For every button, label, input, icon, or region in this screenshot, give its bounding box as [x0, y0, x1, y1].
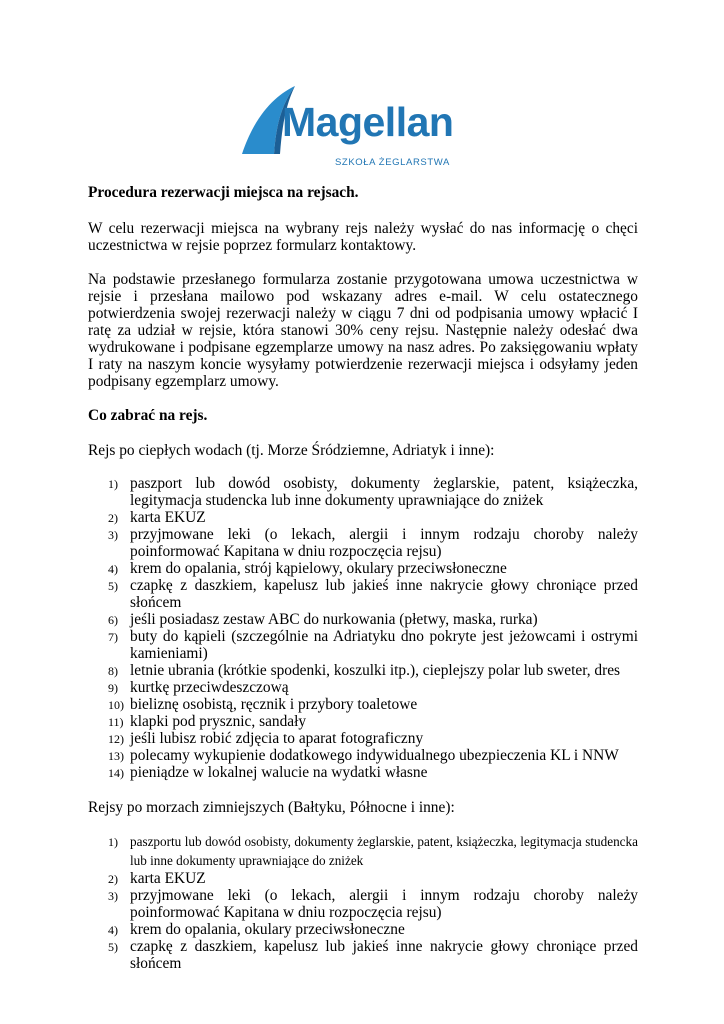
warm-waters-title: Rejs po ciepłych wodach (tj. Morze Śródziemne, Adriatyk i inne): [88, 442, 495, 459]
heading-packing: Co zabrać na rejs. [88, 407, 208, 424]
paragraph-reservation-procedure: Na podstawie przesłanego formularza zostanie przygotowana umowa uczestnictwa w rejsie i przesłana mailowo pod wskazany adres e-mail. W celu ostatecznego potwierdzenia swojej rezerwacji należy w ciągu 7 dni od podpisania umowy wpłacić I ratę za udział w rejsie, która stanowi 30% ceny rejsu. Następnie należy odesłać dwa wydrukowane i podpisane egzemplarze umowy na nasz adres. Po zaksięgowaniu wpłaty I raty na naszym koncie wysyłamy potwierdzenie rezerwacji miejsca i odsyłamy jeden podpisany egzemplarz umowy. [88, 271, 638, 390]
list-item: 2) karta EKUZ [108, 509, 206, 526]
list-item: 3) przyjmowane leki (o lekach, alergii i innym rodzaju choroby należy poinformować Kapitana w dniu rozpoczęcia rejsu) [108, 887, 638, 921]
list-item: 4) krem do opalania, okulary przeciwsłoneczne [108, 921, 405, 938]
list-item: 3) przyjmowane leki (o lekach, alergii i innym rodzaju choroby należy poinformować Kapitana w dniu rozpoczęcia rejsu) [108, 526, 638, 560]
logo-subtitle: SZKOŁA ŻEGLARSTWA [335, 157, 450, 168]
list-item: 9) kurtkę przeciwdeszczową [108, 679, 289, 696]
list-item: 14) pieniądze w lokalnej walucie na wydatki własne [108, 764, 428, 781]
magellan-logo [238, 84, 488, 170]
document-body [88, 184, 638, 972]
list-item: 2) karta EKUZ [108, 870, 206, 887]
logo-wordmark: Magellan [282, 99, 454, 145]
heading-reservation: Procedura rezerwacji miejsca na rejsach. [88, 184, 359, 201]
warm-waters-list [88, 475, 638, 781]
list-item: 6) jeśli posiadasz zestaw ABC do nurkowania (płetwy, maska, rurka) [108, 611, 538, 628]
list-item: 1) paszport lub dowód osobisty, dokumenty żeglarskie, patent, książeczka, legitymacja studencka lub inne dokumenty uprawniające do zniżek [108, 475, 638, 509]
cold-waters-list [88, 832, 638, 972]
list-item: 1) paszportu lub dowód osobisty, dokumenty żeglarskie, patent, książeczka, legitymacja studencka lub inne dokumenty uprawniające do zniżek [108, 834, 638, 868]
list-item: 8) letnie ubrania (krótkie spodenki, koszulki itp.), cieplejszy polar lub sweter, dres [108, 662, 621, 679]
list-item: 12) jeśli lubisz robić zdjęcia to aparat fotograficzny [108, 730, 424, 747]
list-item: 5) czapkę z daszkiem, kapelusz lub jakieś inne nakrycie głowy chroniące przed słońcem [108, 938, 638, 972]
list-item: 13) polecamy wykupienie dodatkowego indywidualnego ubezpieczenia KL i NNW [108, 747, 619, 764]
list-item: 7) buty do kąpieli (szczególnie na Adriatyku dno pokryte jest jeżowcami i ostrymi kamieniami) [108, 628, 638, 662]
paragraph-reservation-intro: W celu rezerwacji miejsca na wybrany rejs należy wysłać do nas informację o chęci uczestnictwa w rejsie poprzez formularz kontaktowy. [88, 220, 638, 254]
list-item: 11) klapki pod prysznic, sandały [108, 713, 307, 730]
list-item: 5) czapkę z daszkiem, kapelusz lub jakieś inne nakrycie głowy chroniące przed słońcem [108, 577, 638, 611]
list-item: 4) krem do opalania, strój kąpielowy, okulary przeciwsłoneczne [108, 560, 507, 577]
cold-waters-title: Rejsy po morzach zimniejszych (Bałtyku, Północne i inne): [88, 799, 455, 816]
list-item: 10) bieliznę osobistą, ręcznik i przybory toaletowe [108, 696, 418, 713]
